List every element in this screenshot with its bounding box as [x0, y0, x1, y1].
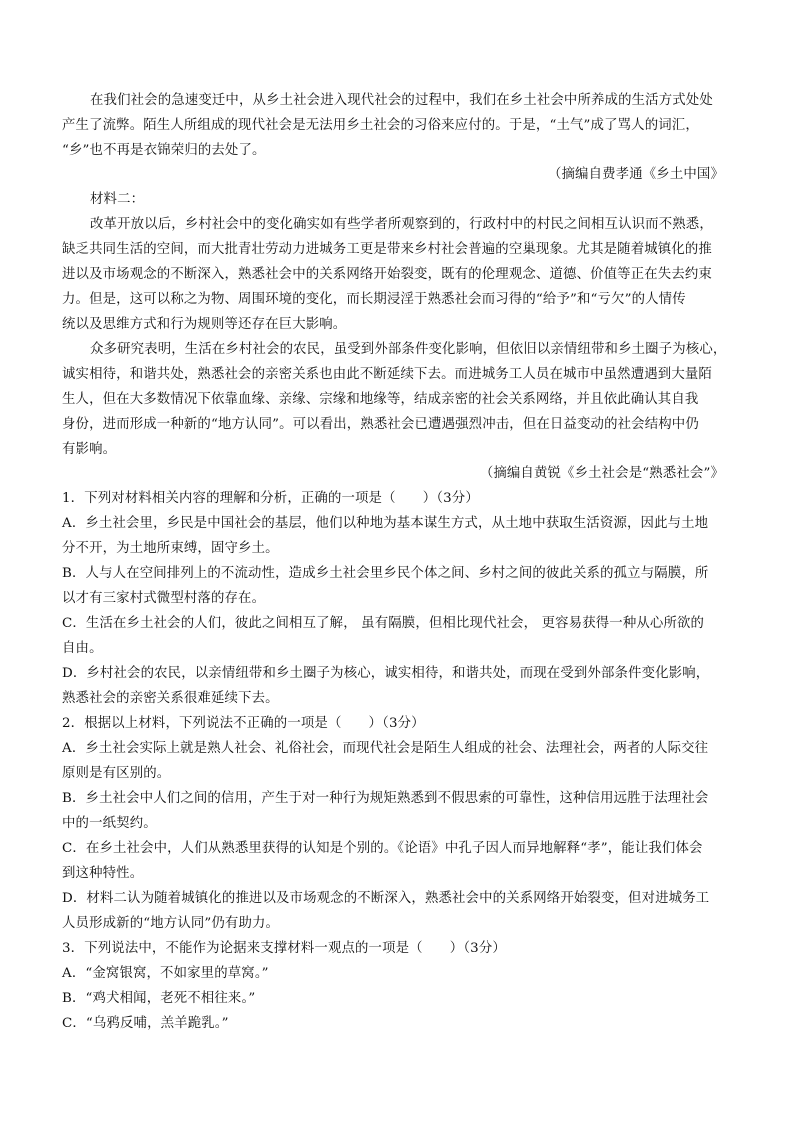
answer-option: D．材料二认为随着城镇化的推进以及市场观念的不断深入，熟悉社会中的关系网络开始裂变，但对进城务工 — [62, 891, 710, 906]
question-stem: 3．下列说法中，不能作为论据来支撑材料一观点的一项是（ ）（3分） — [62, 941, 506, 956]
paragraph-line: 身份，进而形成一种新的“地方认同”。可以看出，熟悉社会已遭遇强烈冲击，但在日益变动的社会结构中仍 — [62, 417, 699, 432]
question-stem: 1．下列对材料相关内容的理解和分析，正确的一项是（ ）（3分） — [62, 491, 479, 506]
paragraph-line: 有影响。 — [62, 442, 117, 457]
answer-option: 以才有三家村式微型村落的存在。 — [62, 591, 266, 606]
paragraph-line: 统以及思维方式和行为规则等还存在巨大影响。 — [62, 317, 347, 332]
answer-option: D．乡村社会的农民，以亲情纽带和乡土圈子为核心，诚实相待，和谐共处，而现在受到外部条件变化影响， — [62, 666, 710, 681]
answer-option: 中的一纸契约。 — [62, 816, 157, 831]
paragraph-line: 产生了流弊。陌生人所组成的现代社会是无法用乡土社会的习俗来应付的。于是，“土气”成了骂人的词汇， — [62, 118, 699, 133]
paragraph-line: 力。但是，这可以称之为物、周围环境的变化，而长期浸淫于熟悉社会而习得的“给予”和“亏欠”的人情传 — [62, 292, 686, 307]
answer-option: A．乡土社会实际上就是熟人社会、礼俗社会，而现代社会是陌生人组成的社会、法理社会，两者的人际交往 — [62, 741, 709, 756]
answer-option: 分不开，为土地所束缚，固守乡土。 — [62, 541, 279, 556]
paragraph-line: 众多研究表明，生活在乡村社会的农民，虽受到外部条件变化影响，但依旧以亲情纽带和乡土圈子为核心， — [90, 342, 727, 357]
paragraph-line: 进以及市场观念的不断深入，熟悉社会中的关系网络开始裂变，既有的伦理观念、道德、价值等正在失去约束 — [62, 267, 712, 282]
paragraph-line: 缺乏共同生活的空间，而大批青壮劳动力进城务工更是带来乡村社会普遍的空巢现象。尤其是随着城镇化的推 — [62, 242, 712, 257]
paragraph-line: 生人，但在大多数情况下依靠血缘、亲缘、宗缘和地缘等，结成亲密的社会关系网络，并且依此确认其自我 — [62, 392, 699, 407]
source-citation: （摘编自黄锐《乡土社会是“熟悉社会”》 — [479, 466, 724, 481]
answer-option: C．“乌鸦反哺，羔羊跪乳。” — [62, 1016, 229, 1031]
answer-option: B．“鸡犬相闻，老死不相往来。” — [62, 991, 256, 1006]
answer-option: A．“金窝银窝，不如家里的草窝。” — [62, 966, 269, 981]
section-heading: 材料二： — [90, 192, 145, 207]
answer-option: C．生活在乡土社会的人们，彼此之间相互了解， 虽有隔膜，但相比现代社会， 更容易获得一种从心所欲的 — [62, 616, 705, 631]
answer-option: A．乡土社会里，乡民是中国社会的基层，他们以种地为基本谋生方式，从土地中获取生活资源，因此与土地 — [62, 516, 709, 531]
paragraph-line: 诚实相待，和谐共处，熟悉社会的亲密关系也由此不断延续下去。而进城务工人员在城市中虽然遭遇到大量陌 — [62, 367, 712, 382]
paragraph-line: “乡”也不再是衣锦荣归的去处了。 — [62, 143, 266, 158]
paragraph-line: 在我们社会的急速变迁中，从乡土社会进入现代社会的过程中，我们在乡土社会中所养成的生活方式处处 — [90, 93, 713, 108]
answer-option: B．人与人在空间排列上的不流动性，造成乡土社会里乡民个体之间、乡村之间的彼此关系的孤立与隔膜，所 — [62, 566, 709, 581]
answer-option: C．在乡土社会中，人们从熟悉里获得的认知是个别的。《论语》中孔子因人而异地解释“孝”，能让我们体会 — [62, 841, 703, 856]
source-citation: （摘编自费孝通《乡土中国》 — [547, 167, 724, 182]
answer-option: 自由。 — [62, 641, 103, 656]
answer-option: 原则是有区别的。 — [62, 766, 171, 781]
answer-option: 到这种特性。 — [62, 866, 144, 881]
answer-option: 熟悉社会的亲密关系很难延续下去。 — [62, 691, 279, 706]
question-stem: 2．根据以上材料，下列说法不正确的一项是（ ）（3分） — [62, 716, 425, 731]
paragraph-line: 改革开放以后，乡村社会中的变化确实如有些学者所观察到的，行政村中的村民之间相互认识而不熟悉， — [90, 217, 713, 232]
answer-option: 人员形成新的“地方认同”仍有助力。 — [62, 916, 280, 931]
answer-option: B．乡土社会中人们之间的信用，产生于对一种行为规矩熟悉到不假思索的可靠性，这种信用远胜于法理社会 — [62, 791, 709, 806]
